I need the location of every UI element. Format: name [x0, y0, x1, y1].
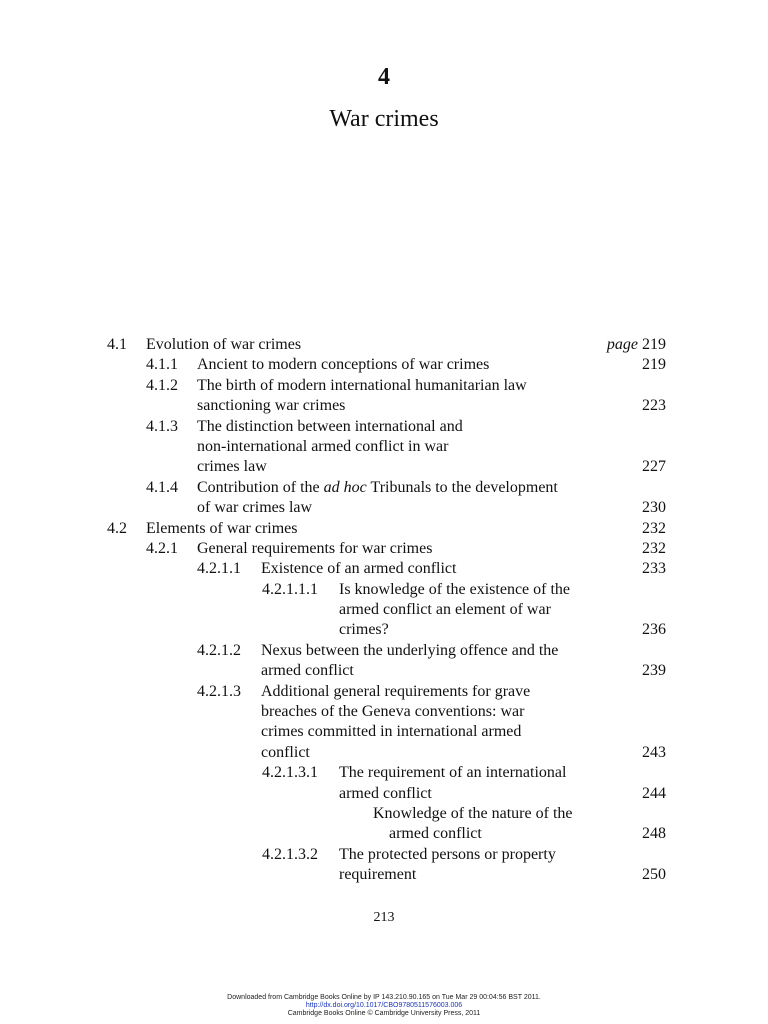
toc-entry-title: of war crimes law — [197, 499, 313, 517]
toc-entry-continuation — [0, 437, 768, 457]
toc-entry-continuation — [0, 743, 768, 763]
footer-copyright: Cambridge Books Online © Cambridge University Press, 2011 — [287, 1010, 481, 1018]
toc-entry — [0, 580, 768, 600]
toc-entry-title: non-international armed conflict in war — [197, 437, 449, 455]
toc-entry-page: 219 — [642, 356, 666, 374]
toc-entry-number: 4.2.1.3 — [197, 682, 241, 700]
toc-entry-title: The birth of modern international humanitarian law — [197, 376, 527, 394]
toc-entry-title: Ancient to modern conceptions of war crimes — [197, 356, 490, 374]
toc-entry-number: 4.1.4 — [146, 478, 178, 496]
table-of-contents — [0, 335, 768, 886]
toc-entry-title: crimes law — [197, 458, 267, 476]
toc-entry-title: Additional general requirements for grave — [261, 682, 531, 700]
toc-entry-number: 4.2.1.1.1 — [262, 580, 318, 598]
toc-entry-page: 236 — [642, 621, 666, 639]
toc-entry-continuation — [0, 620, 768, 640]
toc-entry-page: 243 — [642, 743, 666, 761]
toc-entry-number: 4.2 — [107, 519, 127, 537]
toc-entry-continuation — [0, 824, 768, 844]
toc-entry-title: requirement — [339, 866, 417, 884]
toc-entry-title: Existence of an armed conflict — [261, 560, 457, 578]
toc-entry-title: Evolution of war crimes — [146, 336, 302, 353]
toc-entry-continuation — [0, 661, 768, 681]
footer-doi-link[interactable]: http://dx.doi.org/10.1017/CBO9780511576003.006 — [305, 1002, 463, 1010]
toc-entry-title: armed conflict an element of war — [339, 601, 551, 619]
toc-entry-title: crimes? — [339, 621, 389, 639]
toc-entry-number: 4.2.1.3.2 — [262, 845, 318, 863]
toc-entry-title: conflict — [261, 743, 310, 761]
toc-entry-continuation — [0, 457, 768, 477]
page-number: 213 — [373, 910, 395, 925]
toc-entry — [0, 845, 768, 865]
toc-entry-page: 232 — [642, 519, 666, 537]
toc-entry-title: armed conflict — [261, 662, 354, 680]
toc-entry-page: 248 — [642, 825, 666, 843]
toc-entry-number: 4.2.1.2 — [197, 641, 241, 659]
toc-entry-number: 4.1.3 — [146, 417, 178, 435]
toc-entry-continuation — [0, 498, 768, 518]
toc-entry-page: 244 — [642, 784, 666, 802]
toc-entry-continuation — [0, 702, 768, 722]
toc-entry — [0, 478, 768, 498]
toc-entry-title: crimes committed in international armed — [261, 723, 522, 741]
toc-entry-page: 239 — [642, 662, 666, 680]
toc-entry — [0, 539, 768, 559]
toc-entry-title: The requirement of an international — [339, 764, 567, 782]
toc-entry-title: armed conflict — [339, 784, 432, 802]
toc-entry-continuation — [0, 396, 768, 416]
toc-entry-title: Nexus between the underlying offence and the — [261, 641, 559, 659]
chapter-title: War crimes — [329, 106, 439, 132]
toc-entry-continuation — [0, 722, 768, 742]
toc-entry — [0, 376, 768, 396]
toc-entry — [0, 417, 768, 437]
toc-entry-number: 4.1 — [107, 336, 127, 353]
toc-entry-continuation — [0, 600, 768, 620]
toc-entry — [0, 355, 768, 375]
toc-entry-continuation — [0, 865, 768, 885]
toc-entry-title: breaches of the Geneva conventions: war — [261, 703, 525, 721]
toc-entry-title: General requirements for war crimes — [197, 539, 433, 557]
toc-entry-number: 4.2.1.3.1 — [262, 764, 318, 782]
toc-entry-number: 4.1.2 — [146, 376, 178, 394]
toc-entry — [0, 641, 768, 661]
toc-entry-title: Knowledge of the nature of the — [373, 804, 573, 822]
toc-entry-title: armed conflict — [389, 825, 482, 843]
toc-entry-page: page 219 — [606, 336, 666, 353]
toc-entry — [0, 682, 768, 702]
footer-download-info: Downloaded from Cambridge Books Online by IP 143.210.90.165 on Tue Mar 29 00:04:56 BST 2011. — [227, 994, 541, 1001]
toc-entry-title: Contribution of the ad hoc Tribunals to the development — [197, 478, 558, 496]
toc-entry-page: 223 — [642, 397, 666, 415]
toc-entry-title: Is knowledge of the existence of the — [339, 580, 571, 598]
toc-entry-page: 250 — [642, 866, 666, 884]
toc-entry-title: The distinction between international and — [197, 417, 463, 435]
toc-entry-number: 4.2.1.1 — [197, 560, 241, 578]
toc-entry-title: The protected persons or property — [339, 845, 556, 863]
toc-entry — [0, 763, 768, 783]
toc-entry — [0, 559, 768, 579]
toc-entry-title: Elements of war crimes — [146, 519, 298, 537]
toc-entry-number: 4.2.1 — [146, 539, 178, 557]
toc-entry-page: 230 — [642, 499, 666, 517]
toc-entry-continuation — [0, 784, 768, 804]
toc-entry-number: 4.1.1 — [146, 356, 178, 374]
toc-entry-page: 233 — [642, 560, 666, 578]
toc-entry-title: sanctioning war crimes — [197, 397, 346, 415]
toc-entry — [0, 804, 768, 824]
chapter-number: 4 — [378, 64, 390, 90]
toc-entry — [0, 519, 768, 539]
toc-entry-page: 227 — [642, 458, 666, 476]
download-footer — [0, 994, 768, 1019]
toc-entry — [0, 335, 768, 355]
toc-entry-page: 232 — [642, 539, 666, 557]
